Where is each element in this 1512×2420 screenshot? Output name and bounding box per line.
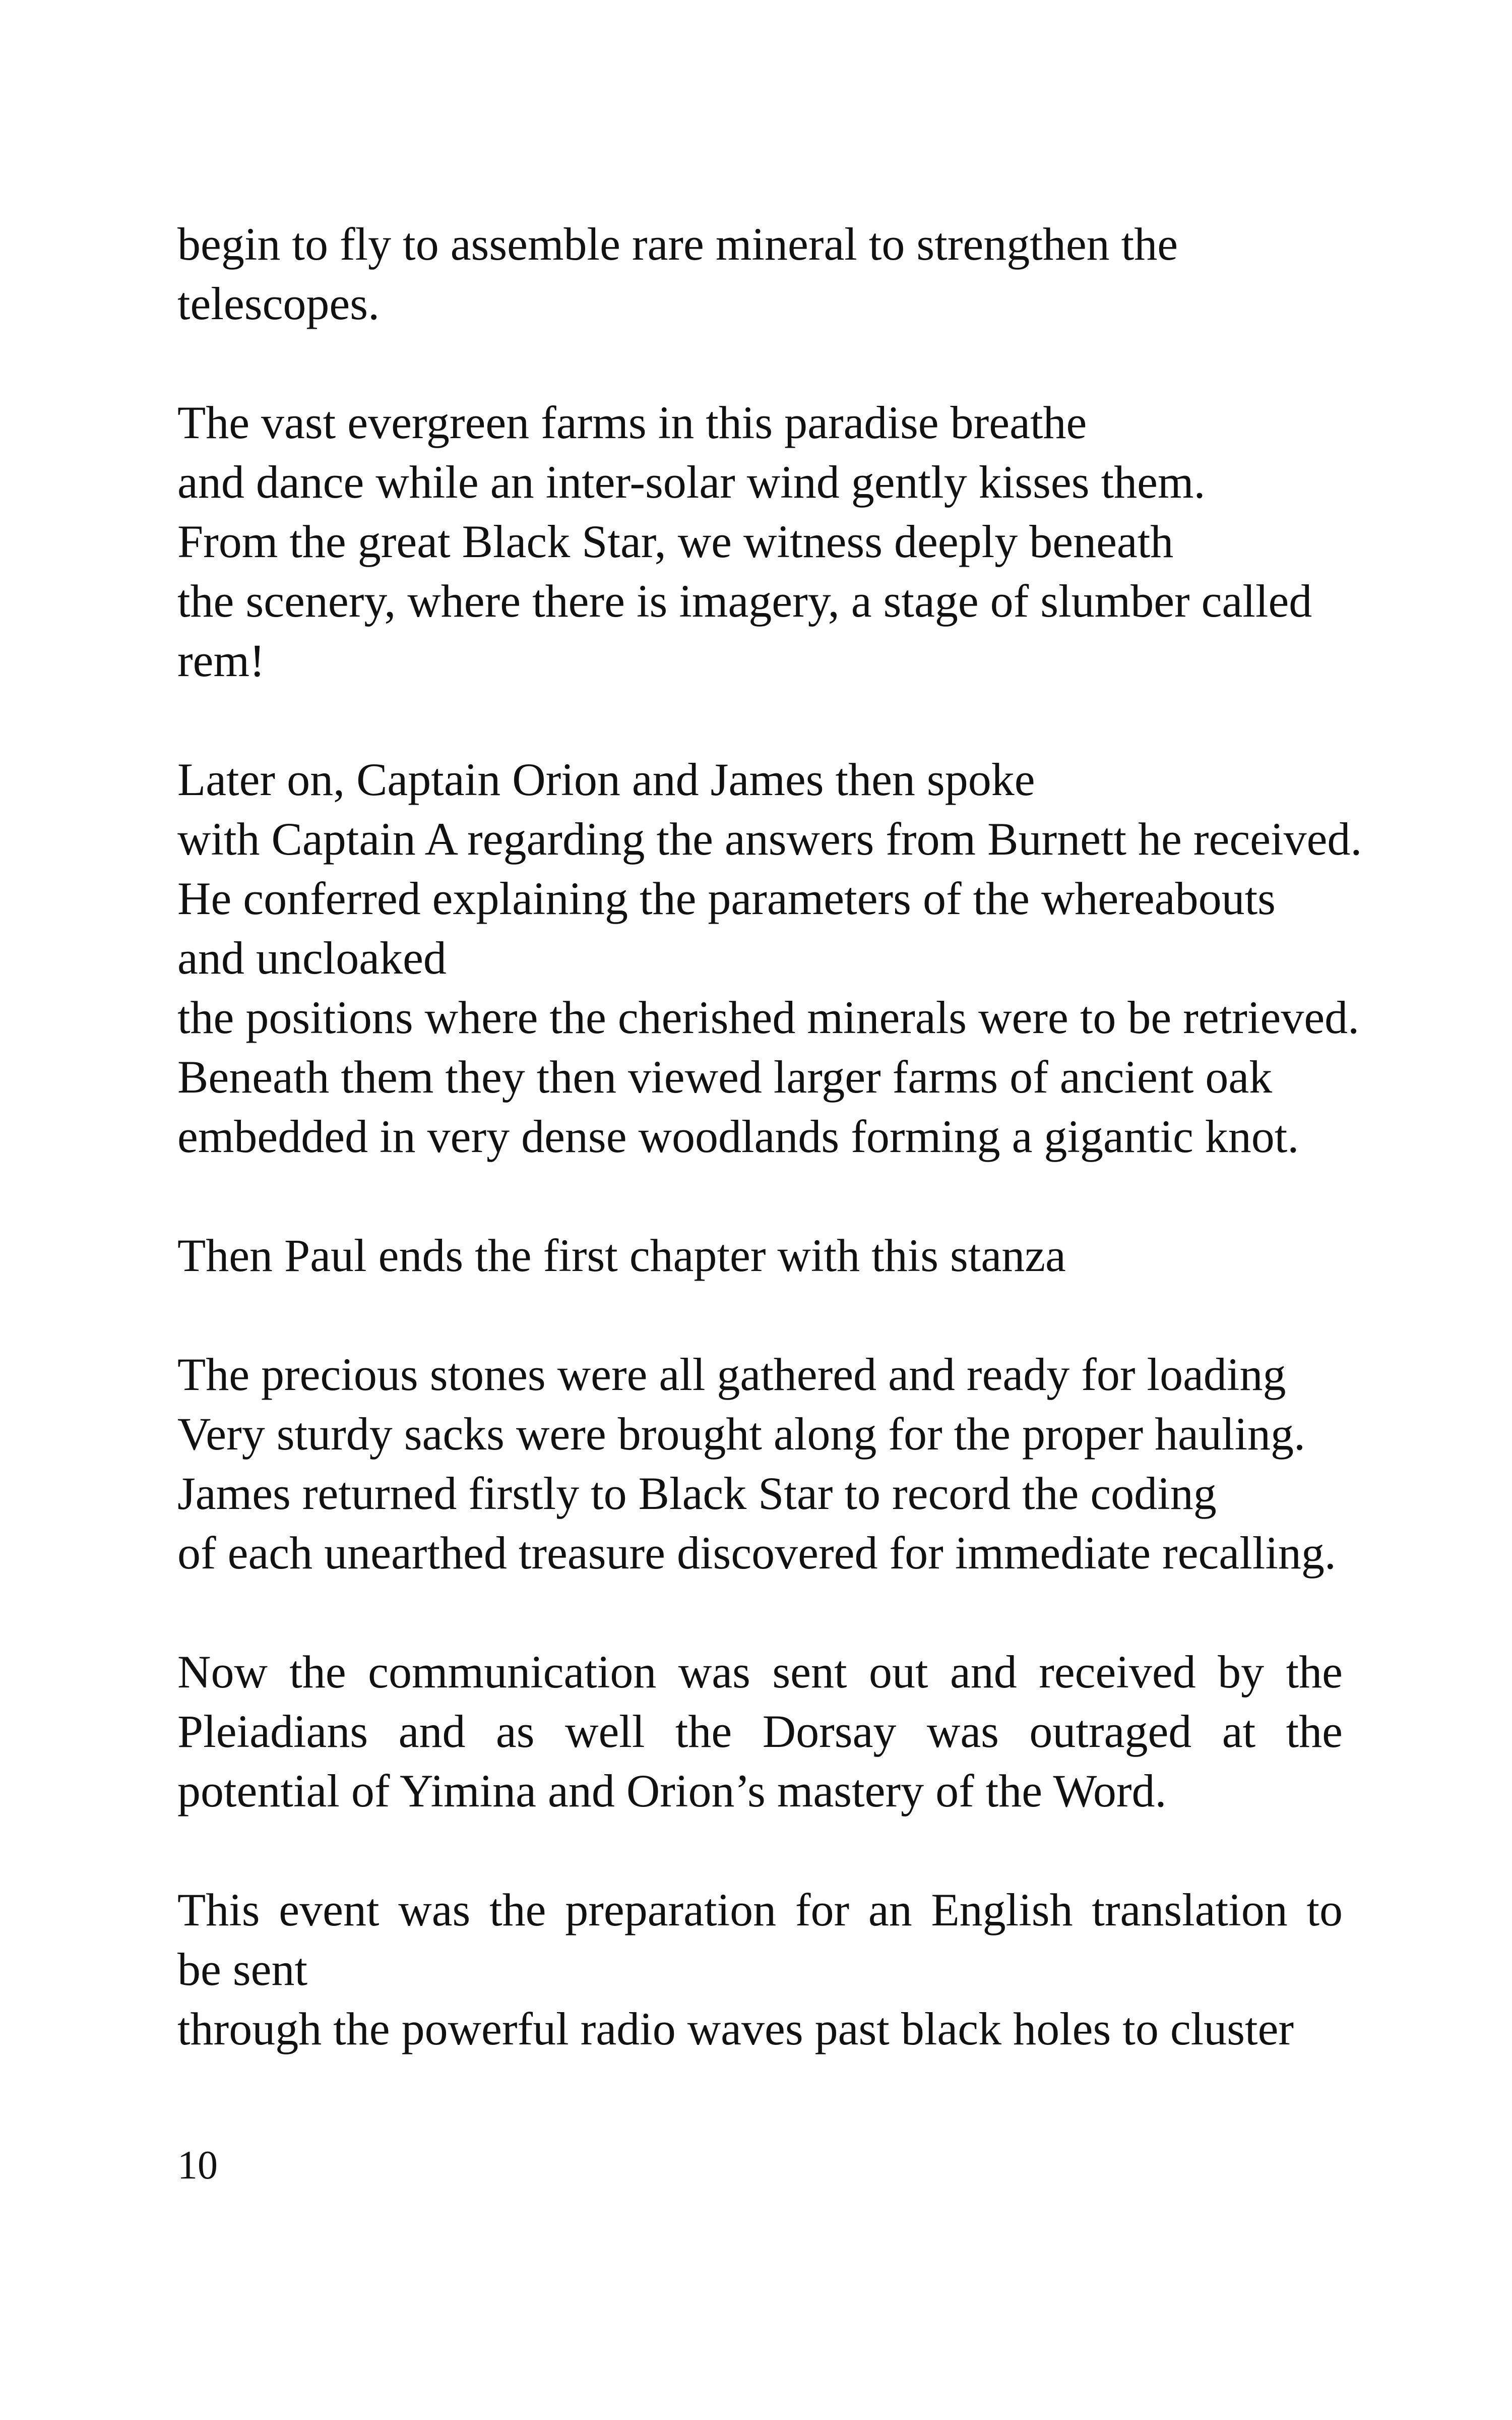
stanza [177,1345,1387,1583]
text-line: The precious stones were all gathered and ready for loading [177,1349,1286,1400]
text-line: Very sturdy sacks were brought along for the proper hauling. [177,1408,1306,1460]
text-line: begin to fly to assemble rare mineral to strengthen the [177,218,1178,270]
text-line: Then Paul ends the first chapter with this stanza [177,1230,1066,1281]
text-line: Now the communication was sent out and received by the [177,1646,1343,1698]
paragraph [177,393,1387,690]
text-line: Later on, Captain Orion and James then spoke [177,754,1035,805]
text-line: Pleiadians and as well the Dorsay was outraged at the [177,1706,1343,1757]
text-line: and uncloaked [177,932,447,984]
text-line: He conferred explaining the parameters of the whereabouts [177,873,1276,924]
text-line: embedded in very dense woodlands forming a gigantic knot. [177,1111,1299,1162]
text-line: of each unearthed treasure discovered for immediate recalling. [177,1527,1336,1579]
text-line: From the great Black Star, we witness deeply beneath [177,516,1174,567]
paragraph [177,1642,1387,1821]
text-line: The vast evergreen farms in this paradise breathe [177,397,1087,448]
paragraph [177,214,1387,333]
paragraph-gap [177,1821,1387,1880]
text-line: potential of Yimina and Orion’s mastery of the Word. [177,1765,1167,1817]
text-line: through the powerful radio waves past black holes to cluster [177,2003,1294,2054]
text-line: rem! [177,635,265,686]
paragraph-gap [177,1166,1387,1226]
text-line: be sent [177,1944,308,1995]
text-line: and dance while an inter-solar wind gently kisses them. [177,456,1206,508]
paragraph [177,1226,1387,1285]
text-line: with Captain A regarding the answers from Burnett he received. [177,813,1362,865]
text-line: This event was the preparation for an English translation to [177,1884,1343,1935]
text-line: the positions where the cherished minerals were to be retrieved. [177,992,1360,1043]
text-line: Beneath them they then viewed larger farms of ancient oak [177,1051,1273,1103]
text-line: telescopes. [177,278,380,329]
paragraph-gap [177,1285,1387,1345]
paragraph [177,1880,1387,2059]
paragraph [177,750,1387,1166]
paragraph-gap [177,1583,1387,1642]
text-line: the scenery, where there is imagery, a stage of slumber called [177,575,1312,627]
paragraph-gap [177,690,1387,750]
paragraph-gap [177,333,1387,393]
text-line: James returned firstly to Black Star to record the coding [177,1468,1217,1519]
page-number: 10 [177,2143,218,2188]
body-text [177,214,1387,2059]
